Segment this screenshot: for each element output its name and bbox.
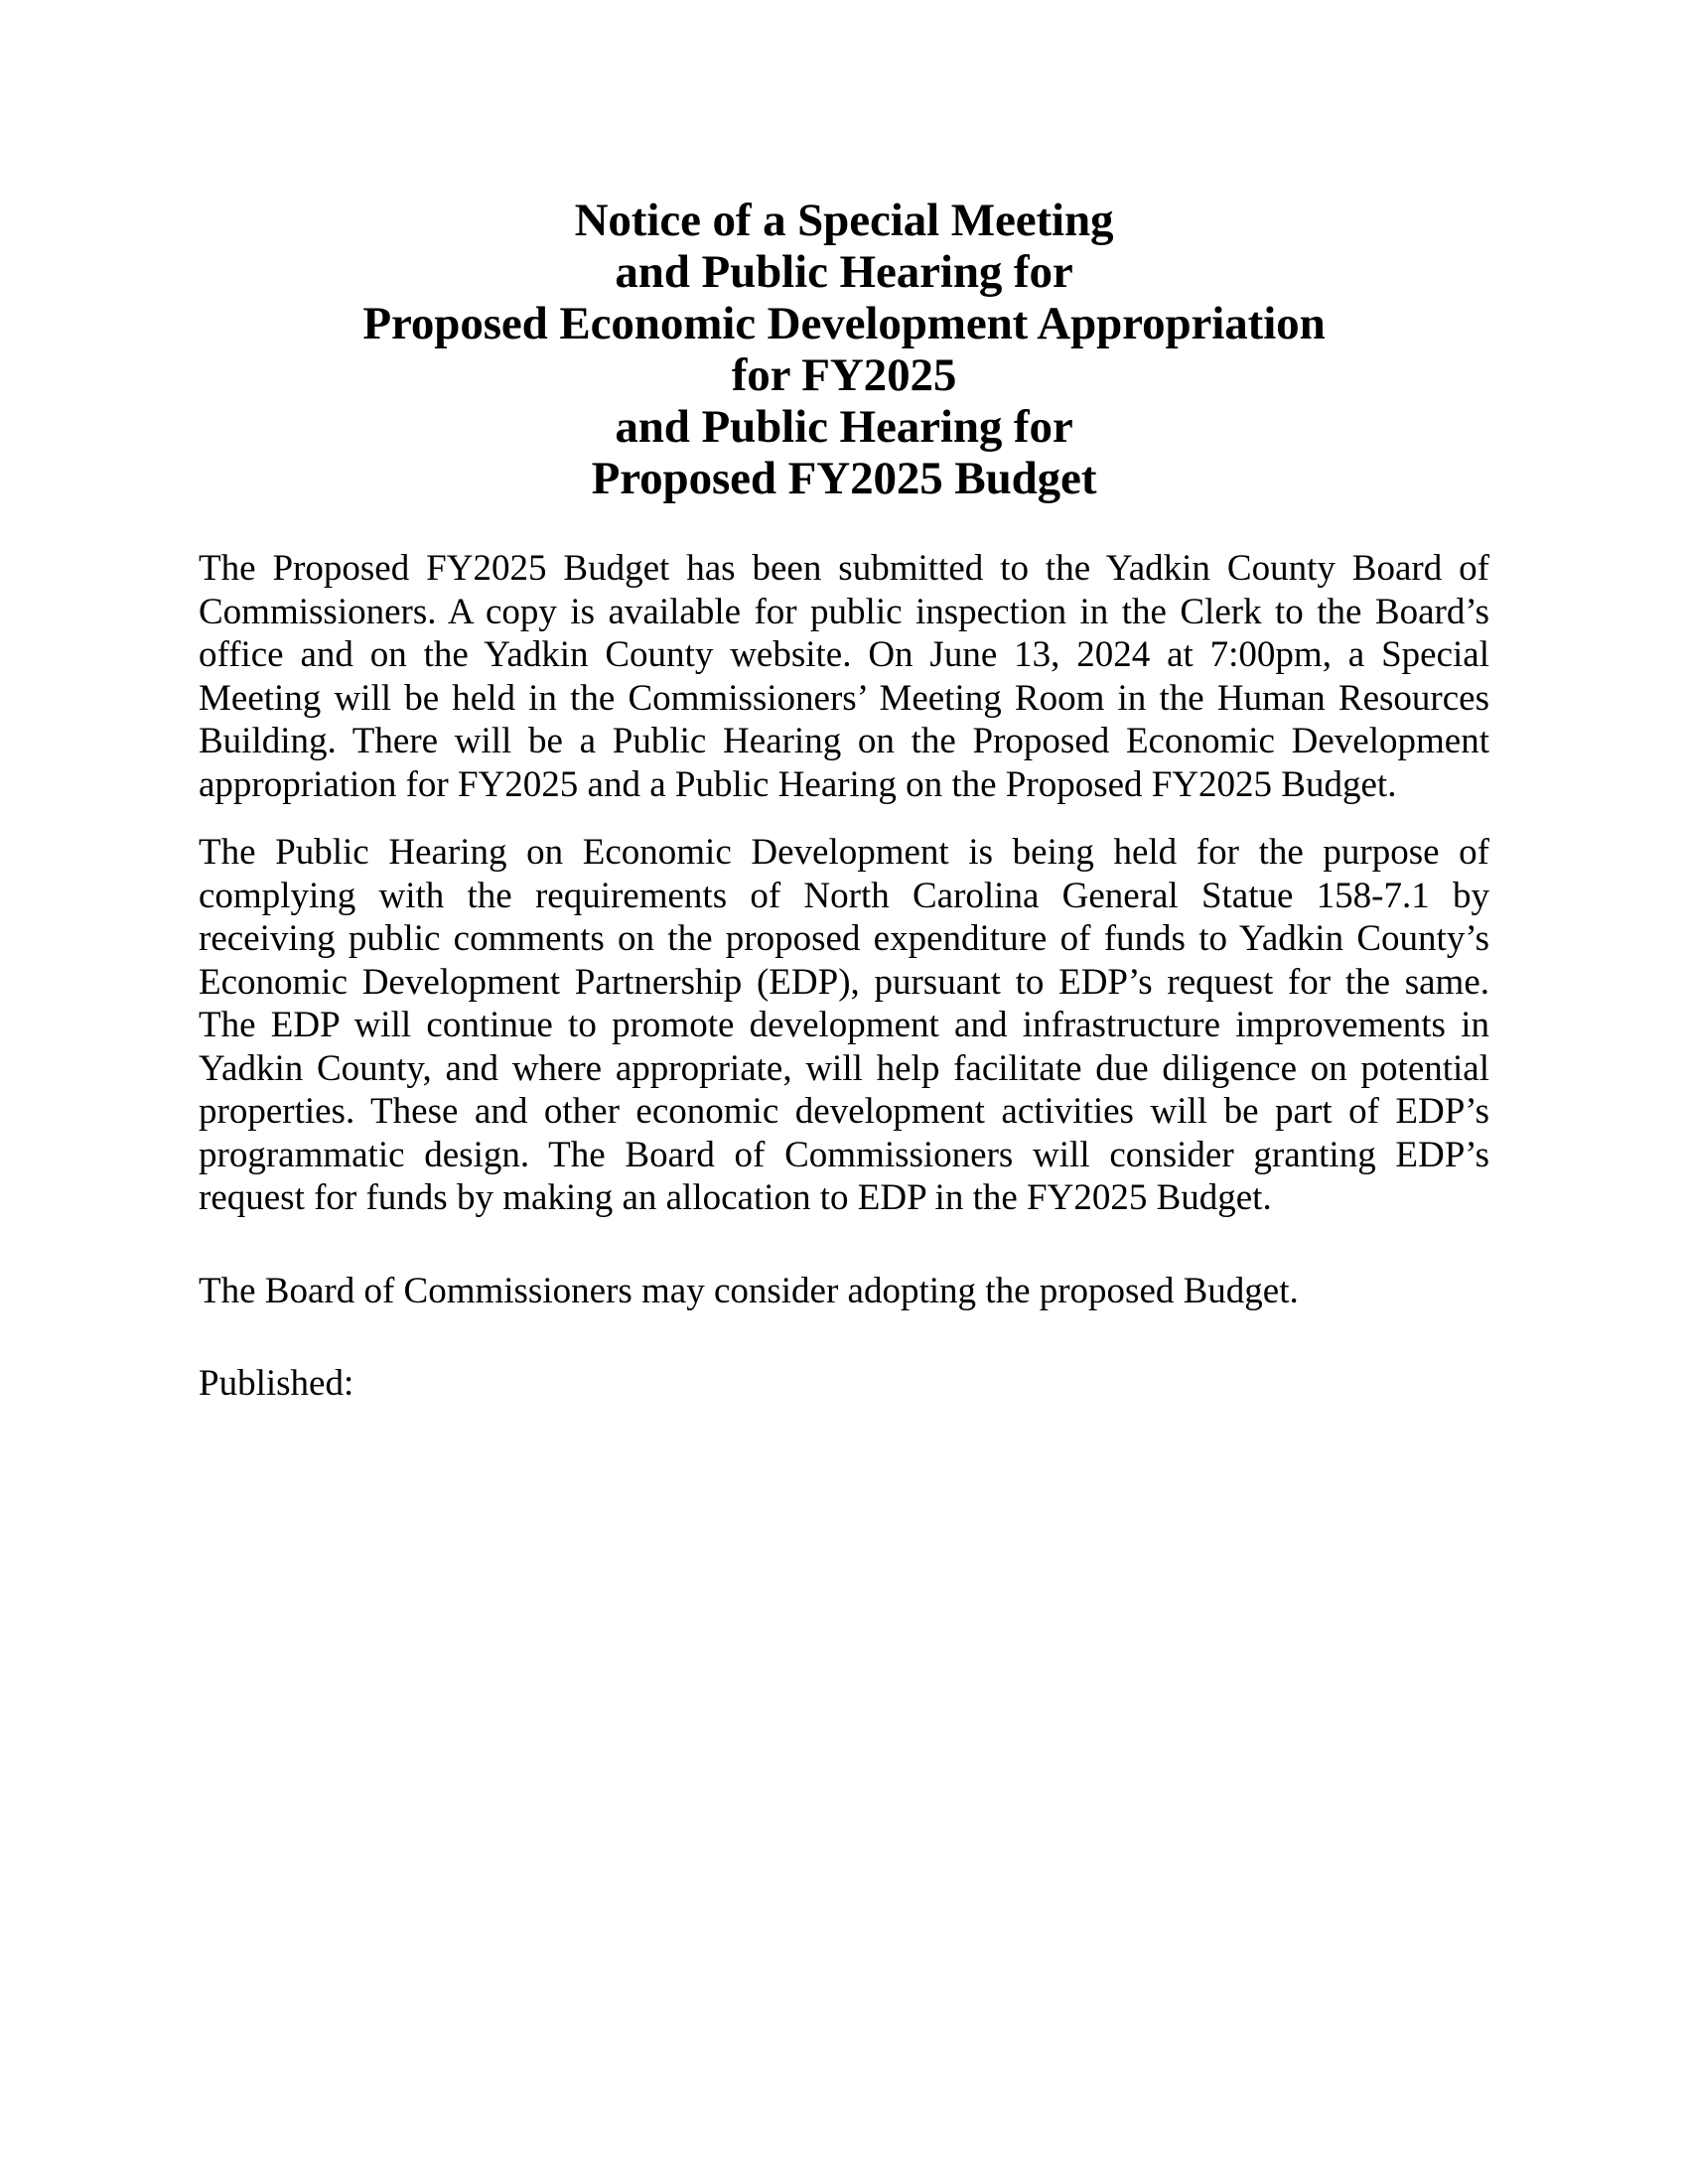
paragraph-budget-adoption: The Board of Commissioners may consider adopting the proposed Budget. [199,1270,1299,1311]
document-body [199,547,1489,1406]
title-line-4: for FY2025 [731,349,957,401]
title-line-6: Proposed FY2025 Budget [591,453,1097,504]
published-label: Published: [199,1363,354,1404]
title-line-1: Notice of a Special Meeting [574,195,1114,246]
document-title [199,0,1489,504]
paragraph-economic-development-hearing: The Public Hearing on Economic Development is being held for the purpose of complying with the requirements of North Carolina General Statue 158-7.1 by receiving public comments on the proposed expenditure of funds to Yadkin County’s Economic Development Partnership (EDP), pursuant to EDP’s request for the same. The EDP will continue to promote development and infrastructure improvements in Yadkin County, and where appropriate, will help facilitate due diligence on potential properties. These and other economic development activities will be part of EDP’s programmatic design. The Board of Commissioners will consider granting EDP’s request for funds by making an allocation to EDP in the FY2025 Budget. [199,832,1489,1218]
document-content [199,0,1489,1406]
title-line-2: and Public Hearing for [615,246,1073,298]
title-line-5: and Public Hearing for [615,401,1073,453]
title-line-3: Proposed Economic Development Appropriation [362,298,1326,349]
paragraph-budget-submission: The Proposed FY2025 Budget has been submitted to the Yadkin County Board of Commissioners. A copy is available for public inspection in the Clerk to the Board’s office and on the Yadkin County website. On June 13, 2024 at 7:00pm, a Special Meeting will be held in the Commissioners’ Meeting Room in the Human Resources Building. There will be a Public Hearing on the Proposed Economic Development appropriation for FY2025 and a Public Hearing on the Proposed FY2025 Budget. [199,548,1489,805]
